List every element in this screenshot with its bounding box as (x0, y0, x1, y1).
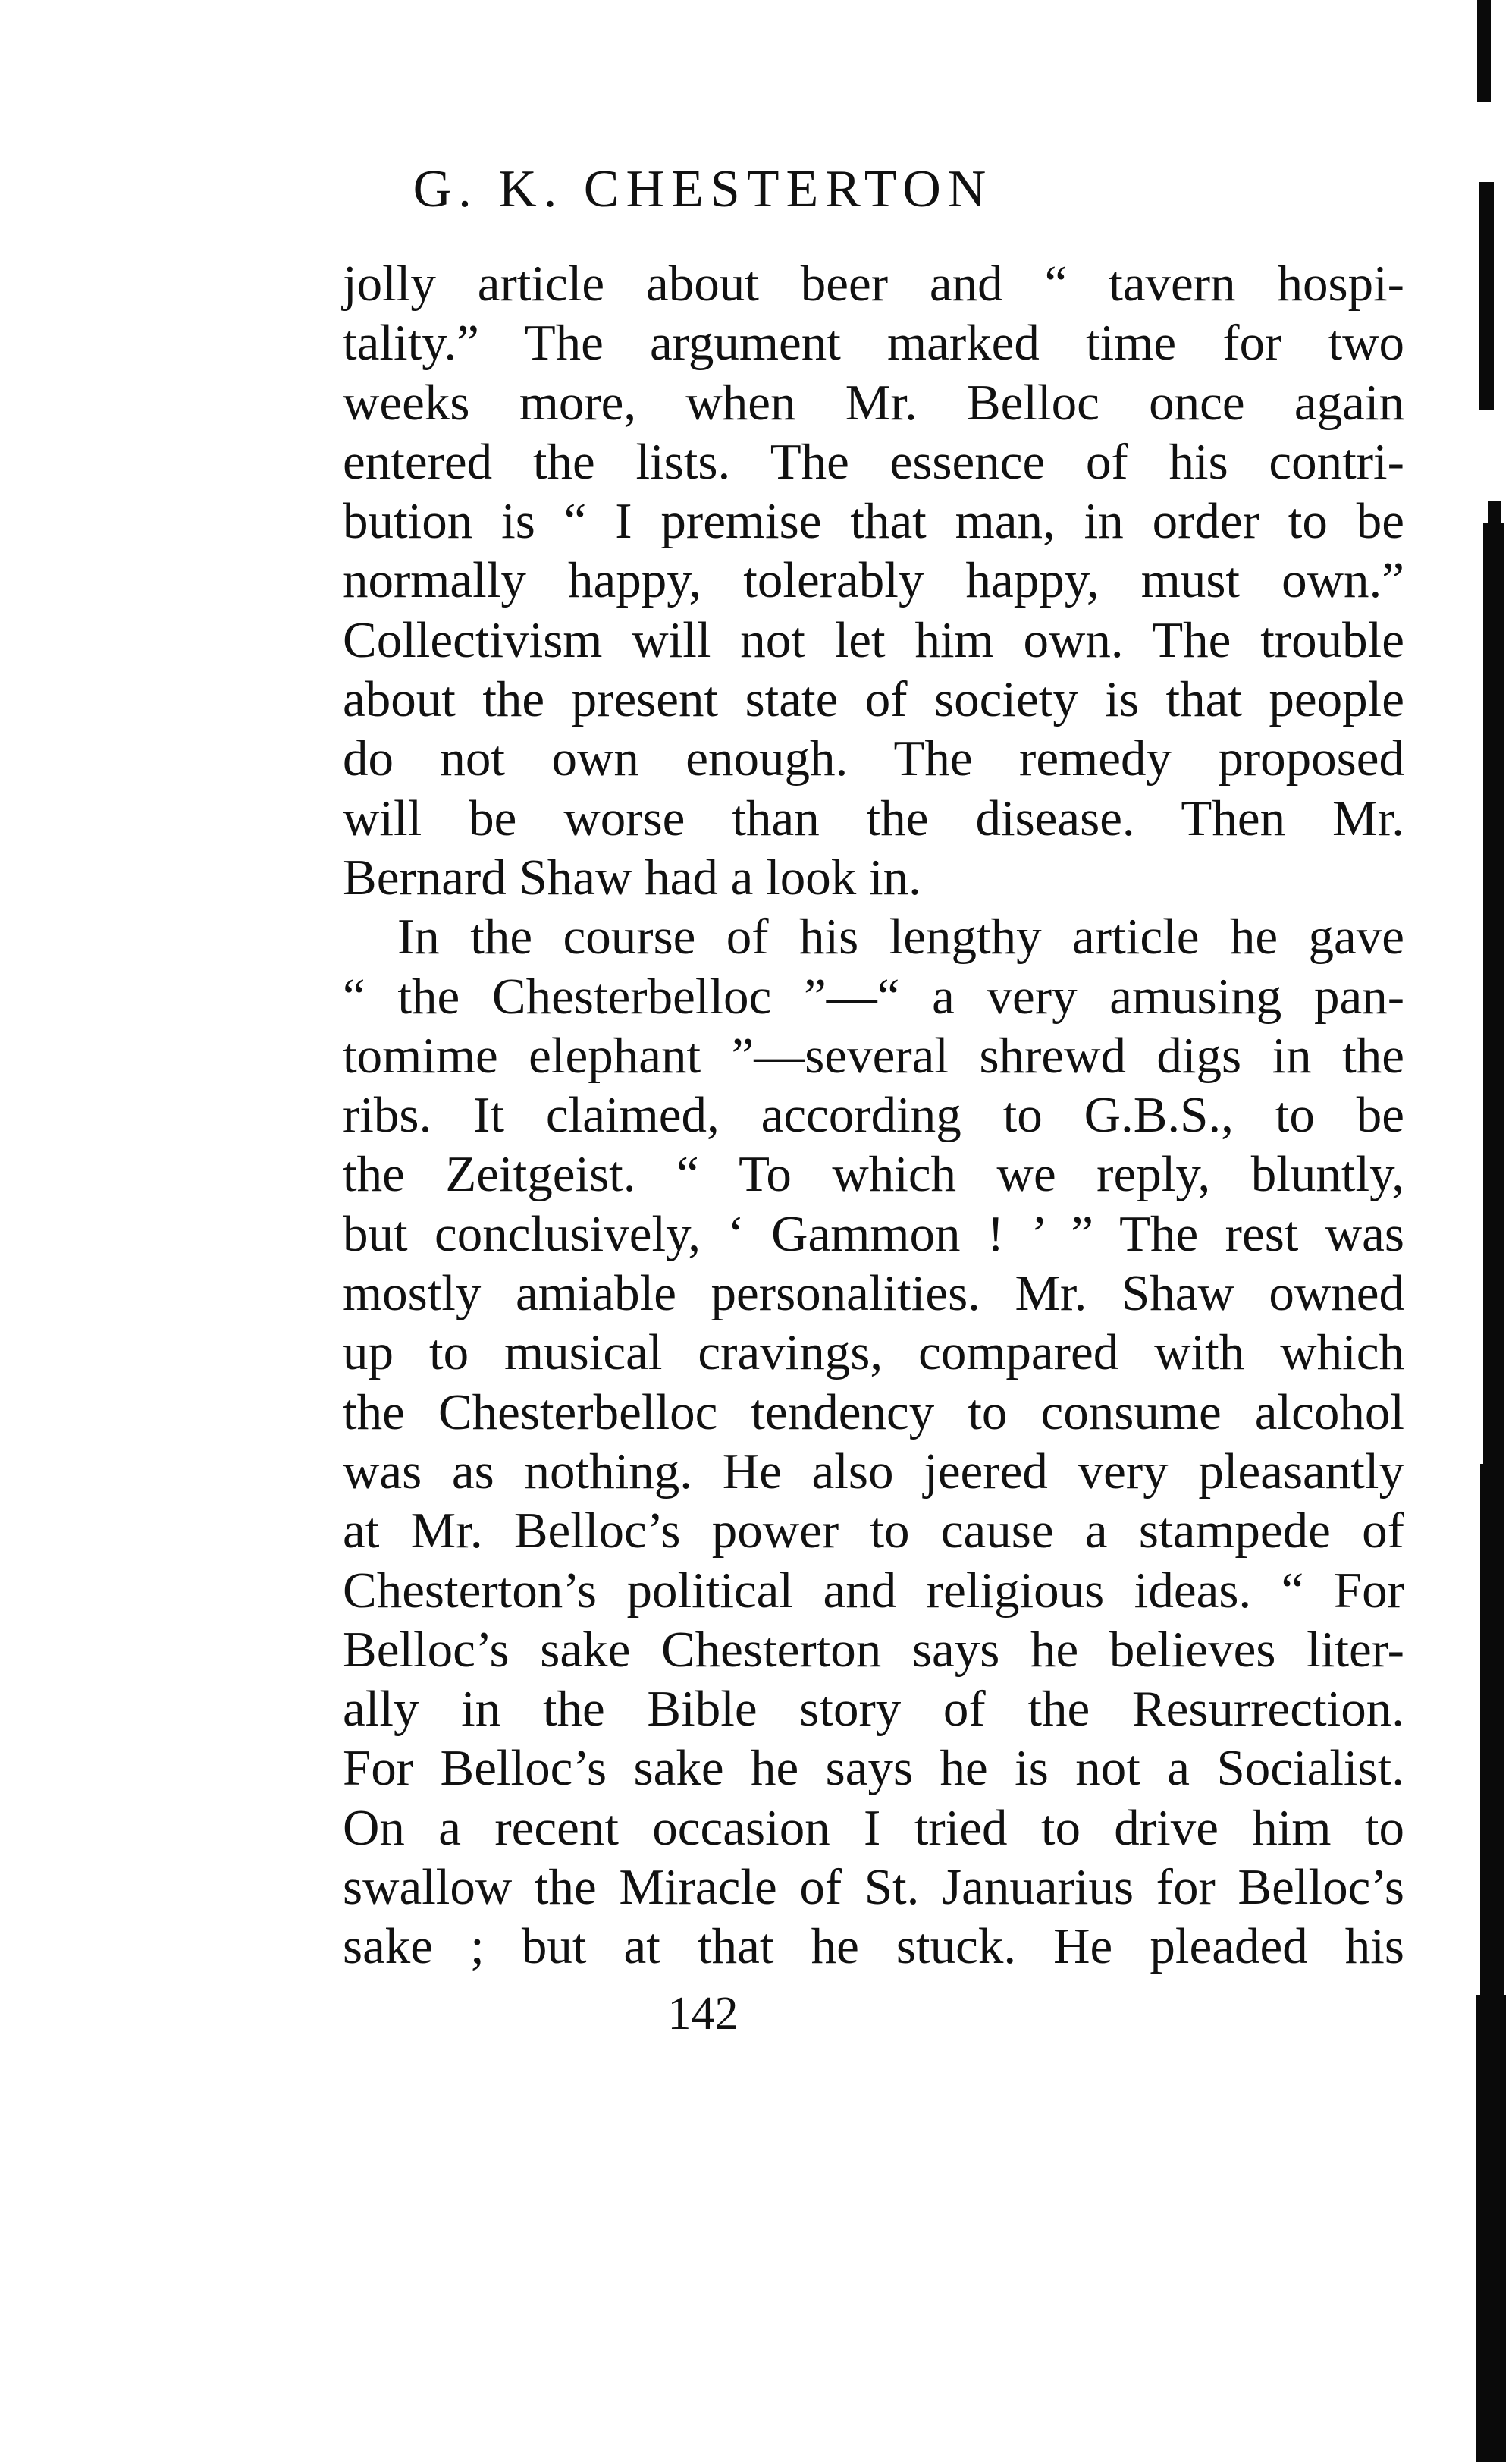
text-line: Collectivism will not let him own. The trouble (343, 611, 1404, 668)
text-line: Chesterton’s political and religious ideas. “ For (343, 1562, 1404, 1619)
text-line: normally happy, tolerably happy, must own.” (343, 552, 1404, 609)
text-line: weeks more, when Mr. Belloc once again (343, 374, 1404, 431)
text-line: do not own enough. The remedy proposed (343, 730, 1404, 787)
text-line: ally in the Bible story of the Resurrection. (343, 1681, 1404, 1738)
text-line: On a recent occasion I tried to drive him to (343, 1799, 1404, 1856)
text-line: the Zeitgeist. “ To which we reply, bluntly, (343, 1146, 1404, 1203)
text-line: bution is “ I premise that man, in order to be (343, 493, 1404, 550)
text-line: For Belloc’s sake he says he is not a Socialist. (343, 1740, 1404, 1797)
text-line: but conclusively, ‘ Gammon ! ’ ” The rest was (343, 1205, 1404, 1262)
text-line: up to musical cravings, compared with which (343, 1324, 1404, 1381)
text-line: “ the Chesterbelloc ”—“ a very amusing pan- (343, 968, 1404, 1025)
text-line: at Mr. Belloc’s power to cause a stampede of (343, 1503, 1404, 1559)
text-line: Belloc’s sake Chesterton says he believes liter- (343, 1621, 1404, 1678)
paragraph-end-line: Bernard Shaw had a look in. (343, 849, 921, 906)
page-number: 142 (667, 1988, 739, 2040)
text-line: entered the lists. The essence of his contri- (343, 433, 1404, 490)
text-line: was as nothing. He also jeered very pleasantly (343, 1443, 1404, 1499)
text-line: the Chesterbelloc tendency to consume alcohol (343, 1383, 1404, 1440)
running-head: G. K. CHESTERTON (413, 160, 993, 218)
text-line: about the present state of society is that people (343, 671, 1404, 728)
text-line: tomime elephant ”—several shrewd digs in the (343, 1027, 1404, 1084)
text-line: ribs. It claimed, according to G.B.S., to be (343, 1087, 1404, 1144)
text-line: tality.” The argument marked time for two (343, 315, 1404, 372)
text-line: mostly amiable personalities. Mr. Shaw owned (343, 1265, 1404, 1322)
text-line: will be worse than the disease. Then Mr. (343, 790, 1404, 846)
paragraph-start-line: In the course of his lengthy article he gave (397, 909, 1404, 966)
text-line: sake ; but at that he stuck. He pleaded his (343, 1918, 1404, 1975)
body-text (343, 254, 1404, 1977)
text-line: jolly article about beer and “ tavern hospi- (343, 256, 1404, 312)
text-line: swallow the Miracle of St. Januarius for Belloc’s (343, 1859, 1404, 1916)
